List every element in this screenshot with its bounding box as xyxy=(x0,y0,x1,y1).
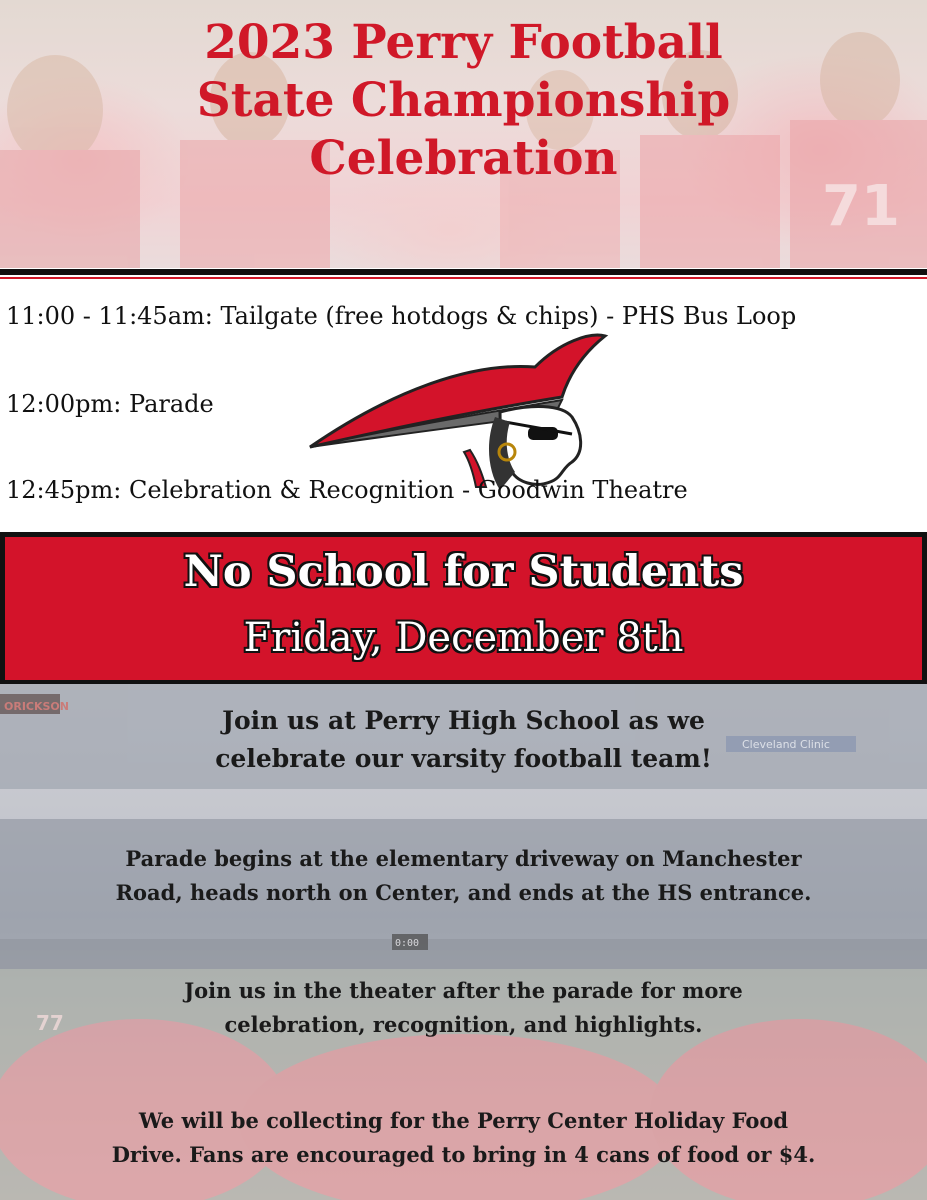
page-title xyxy=(0,14,927,188)
jersey-number: 71 xyxy=(822,174,900,239)
divider xyxy=(0,277,927,279)
text-line: celebrate our varsity football team! xyxy=(215,744,712,773)
details-section xyxy=(0,684,927,1200)
no-school-banner xyxy=(0,532,927,685)
title-line: State Championship xyxy=(196,73,731,128)
schedule-item: 12:00pm: Parade xyxy=(6,390,214,418)
title-line: 2023 Perry Football xyxy=(204,15,723,70)
title-line: Celebration xyxy=(309,131,618,186)
schedule-item: 12:45pm: Celebration & Recognition - Goodwin Theatre xyxy=(6,476,688,504)
event-schedule xyxy=(0,282,927,530)
text-line: celebration, recognition, and highlights. xyxy=(224,1012,703,1037)
schedule-item: 11:00 - 11:45am: Tailgate (free hotdogs & chips) - PHS Bus Loop xyxy=(6,302,797,330)
food-drive-paragraph xyxy=(0,1104,927,1172)
jersey-number: 77 xyxy=(36,1011,64,1035)
intro-paragraph xyxy=(0,702,927,778)
game-clock: 0:00 xyxy=(395,938,420,949)
header-banner xyxy=(0,0,927,268)
banner-title: No School for Students xyxy=(183,547,744,597)
divider xyxy=(0,269,927,275)
text-line: Join us in the theater after the parade for more xyxy=(184,978,743,1003)
text-line: We will be collecting for the Perry Center Holiday Food xyxy=(138,1108,789,1133)
scoreboard-label: ORICKSON xyxy=(4,700,69,713)
theater-paragraph xyxy=(0,974,927,1042)
banner-date: Friday, December 8th xyxy=(243,615,684,661)
text-line: Join us at Perry High School as we xyxy=(222,706,705,735)
text-line: Parade begins at the elementary driveway on Manchester xyxy=(125,846,802,871)
pirate-mascot-icon xyxy=(300,322,620,492)
parade-route-paragraph xyxy=(0,842,927,910)
text-line: Drive. Fans are encouraged to bring in 4 cans of food or $4. xyxy=(111,1142,816,1167)
text-line: Road, heads north on Center, and ends at the HS entrance. xyxy=(115,880,812,905)
sponsor-sign: Cleveland Clinic xyxy=(742,738,830,751)
